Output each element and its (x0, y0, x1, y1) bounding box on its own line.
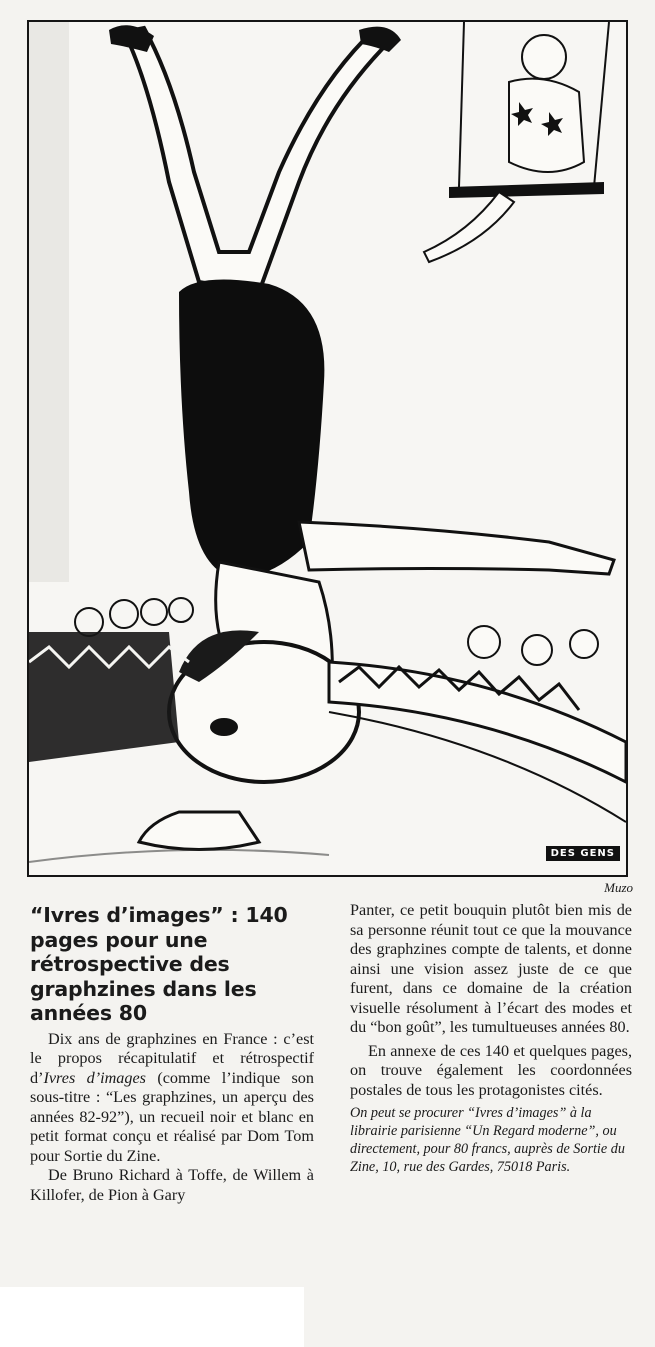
article-paragraph-1 (30, 1030, 314, 1167)
book-title: Ivres d’images (43, 1068, 146, 1087)
torn-paper-edge (0, 1287, 304, 1347)
des-gens-badge: DES GENS (546, 846, 620, 861)
article-headline: “Ivres d’images” : 140 pages pour une rétrospective des graphzines dans les années 80 (30, 903, 288, 1025)
article-paragraph-2: De Bruno Richard à Toffe, de Willem à Killofer, de Pion à Gary (30, 1166, 314, 1204)
article-note: On peut se procurer “Ivres d’images” à la librairie parisienne “Un Regard moderne”, ou directement, pour 80 francs, auprès de Sortie du Zine, 10, rue des Gardes, 75018 Paris. (350, 1105, 625, 1175)
article-right-column (350, 901, 632, 1176)
cartoon-illustration (27, 20, 628, 877)
illustrator-credit: Muzo (604, 880, 633, 895)
article-paragraph-2-continued: Panter, ce petit bouquin plutôt bien mis de sa personne réunit tout ce que la mouvance des graphzines compte de talents, et donne ainsi une vision assez juste de ce que furent, dans ce domaine de la création visuelle résolument à l’écart des modes et du “bon goût”, les tumultueuses années 80. (350, 901, 632, 1036)
article-left-column (30, 901, 314, 1205)
paragraph-1-part-2: (comme l’indique son sous-titre : “Les graphzines, un aperçu des années 82-92”), un recueil noir et blanc en petit format conçu et réalisé par Dom Tom pour Sortie du Zine. (30, 1068, 314, 1165)
paragraph-1-part-1: Dix ans de graphzines en France : c’est le propos récapitulatif et rétrospectif d’ (30, 1029, 314, 1087)
acrobat-circus-drawing (29, 22, 626, 875)
article-paragraph-3: En annexe de ces 140 et quelques pages, on trouve également les coordonnées postales de tous les protagonistes cités. (350, 1041, 632, 1099)
